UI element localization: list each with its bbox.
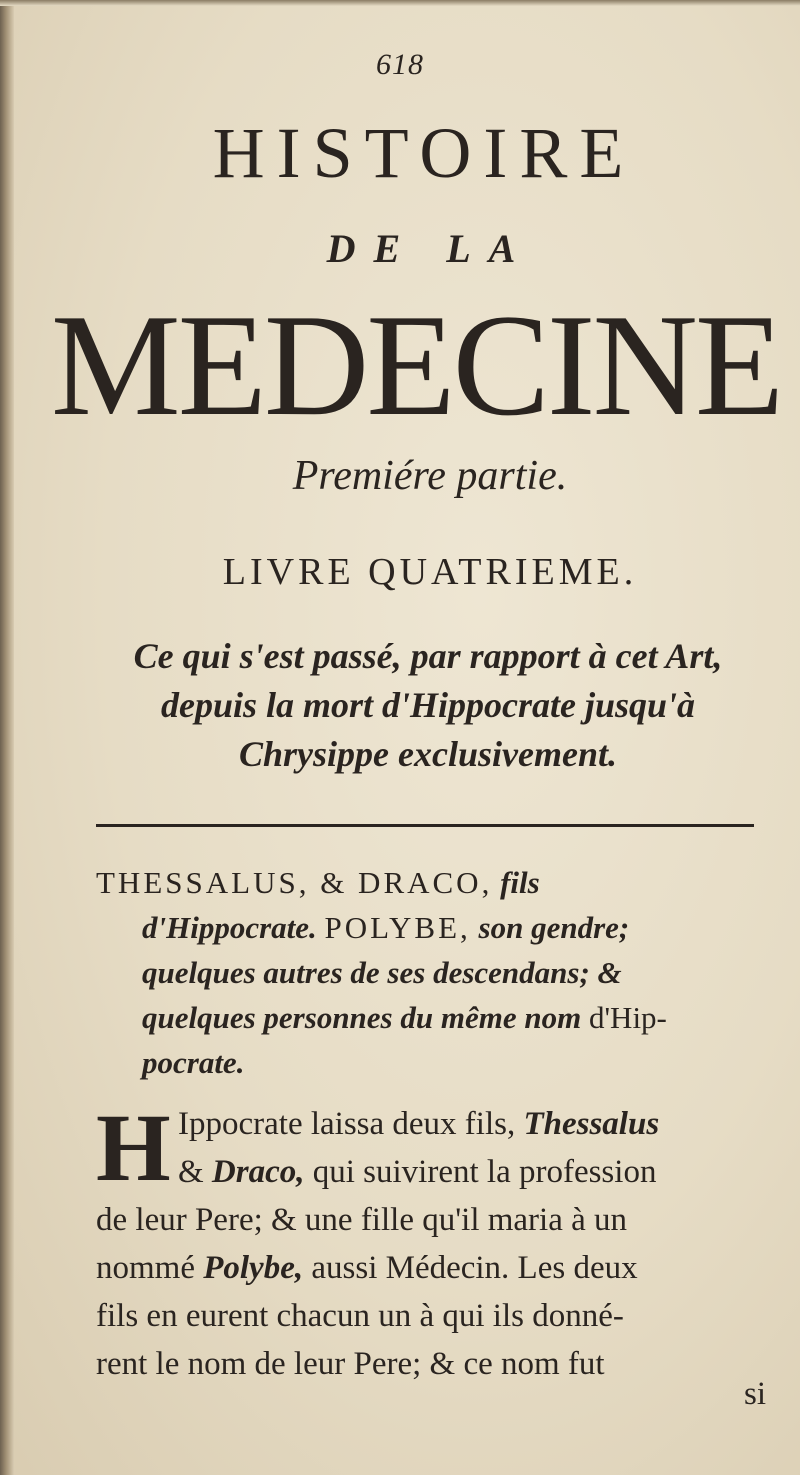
body-text-run: aussi Médecin. Les deux [311,1250,638,1286]
body-text-run: qui suivirent la profession [312,1154,657,1190]
body-line: de leur Pere; & une fille qu'il maria à un [96,1202,628,1238]
subtitle-line: Ce qui s'est passé, par rapport à cet Art, [133,636,723,676]
summary-names: THESSALUS, & DRACO, [96,865,493,900]
summary-italic: son gendre; [478,910,630,945]
body-italic-run: Polybe, [203,1250,304,1286]
summary-roman: d'Hip- [588,1000,667,1035]
title-histoire: HISTOIRE [212,113,636,193]
body-line: rent le nom de leur Pere; & ce nom fut [96,1346,605,1382]
summary-line [96,1040,772,1085]
body-text-run: nommé [96,1250,195,1286]
subtitle-line: depuis la mort d'Hippocrate jusqu'à [160,685,696,725]
body-line: fils en eurent chacun un à qui ils donné- [96,1298,624,1334]
summary-italic: pocrate. [142,1045,245,1080]
body-line [96,1148,772,1196]
body-paragraph [96,1094,772,1388]
summary-italic: quelques personnes du même nom [142,1000,582,1035]
chapter-subtitle [0,632,800,779]
page-number: 618 [376,48,424,81]
title-de-la: DE LA [326,226,534,271]
catchword: si [744,1376,767,1412]
body-line [96,1100,772,1148]
summary-italic: fils [500,865,540,900]
summary-line [96,905,772,950]
part-heading: Premiére partie. [292,453,568,499]
book-heading: LIVRE QUATRIEME. [222,551,638,593]
body-line [96,1244,772,1292]
summary-line [96,950,772,995]
drop-cap: H [96,1094,171,1201]
horizontal-rule [96,824,754,827]
summary-line [96,995,772,1040]
summary-names: POLYBE, [324,910,471,945]
subtitle-line: Chrysippe exclusivement. [239,734,617,774]
summary-italic: quelques autres de ses descendans; [142,955,590,990]
top-edge [0,0,800,6]
body-text-run: Ippocrate laissa deux fils, [178,1106,516,1142]
summary-ampersand: & [597,955,622,990]
body-italic-run: Thessalus [523,1106,660,1142]
chapter-summary [96,860,772,1085]
title-medecine: MEDECINE [50,284,782,446]
summary-line [96,860,772,905]
body-text-run: & [178,1154,204,1190]
summary-italic: d'Hippocrate. [142,910,317,945]
body-italic-run: Draco, [211,1154,305,1190]
